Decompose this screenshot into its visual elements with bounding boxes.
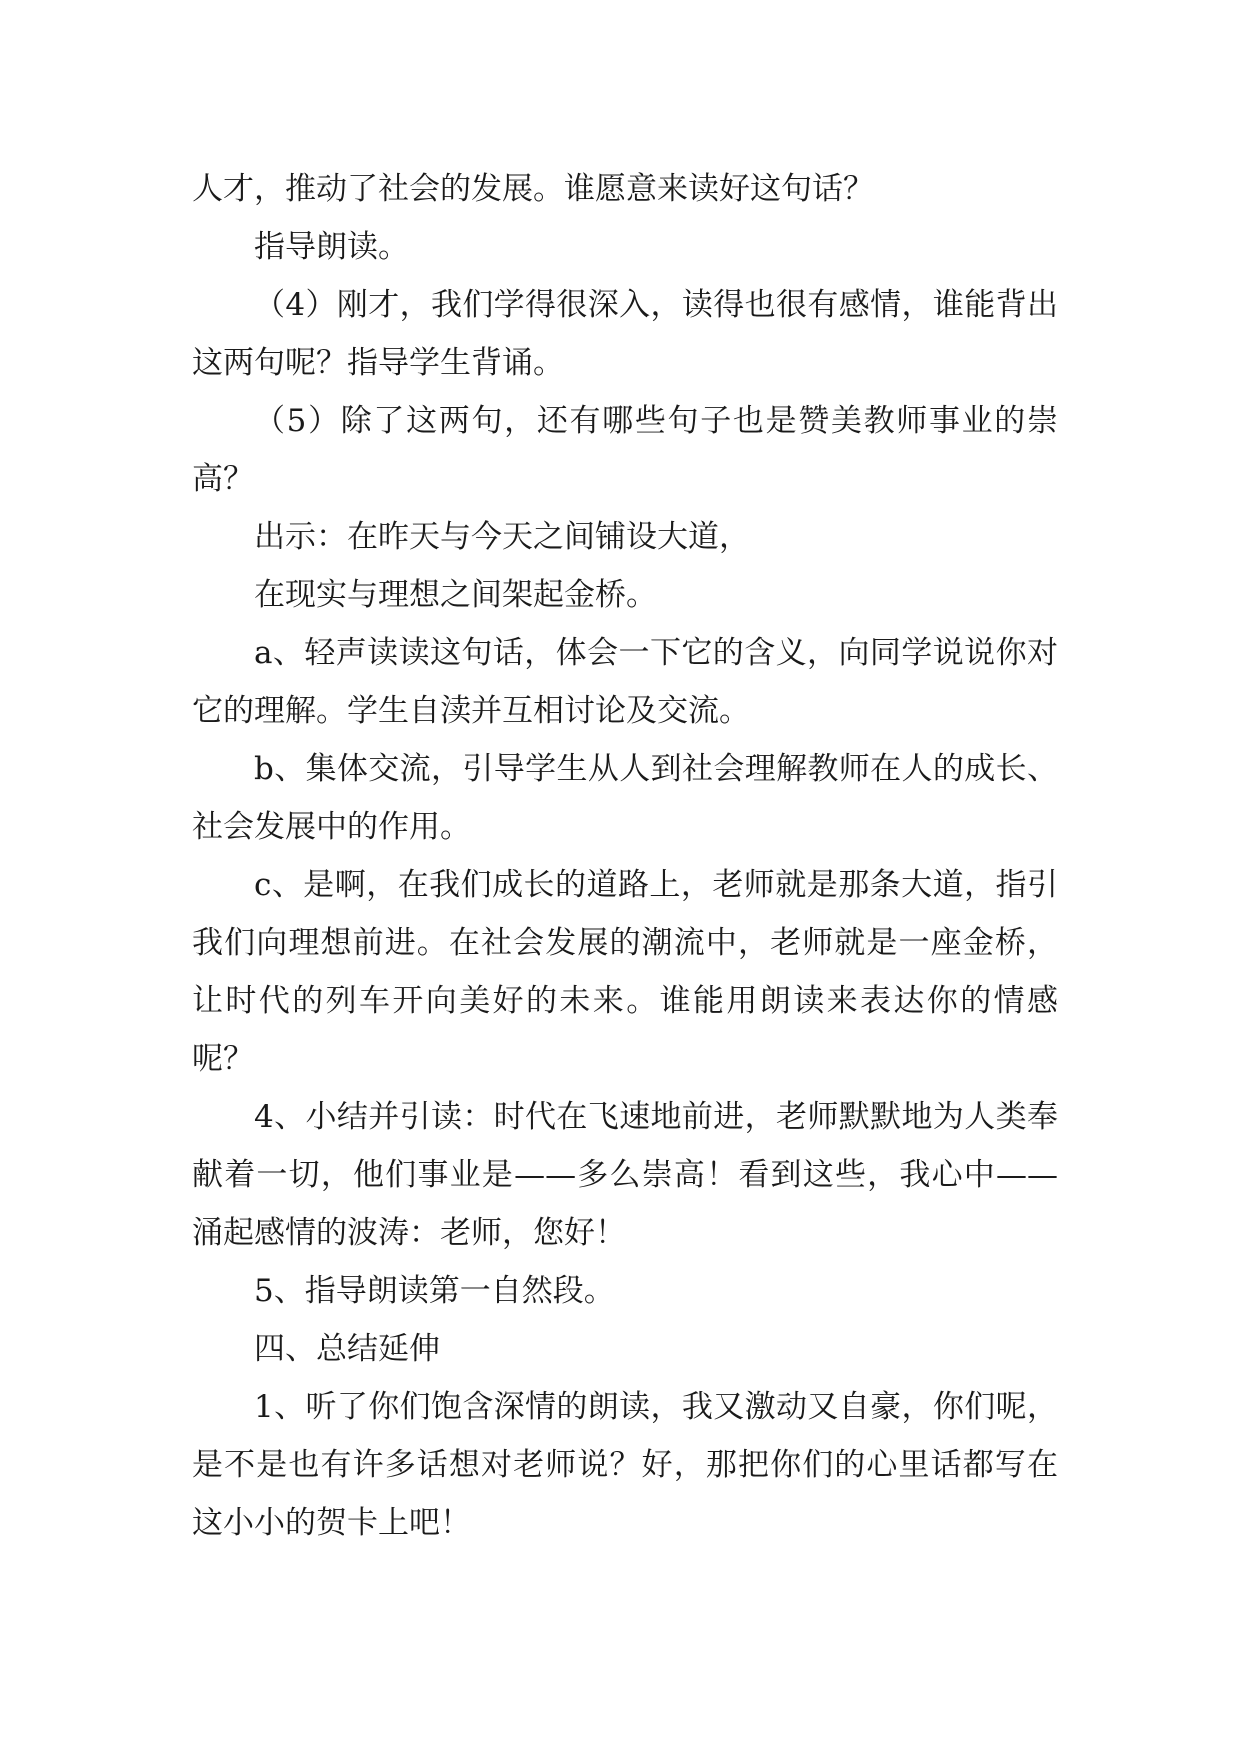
paragraph-step-5: （5）除了这两句，还有哪些句子也是赞美教师事业的崇高？ bbox=[192, 403, 1058, 497]
paragraph-guided-reading: 指导朗读。 bbox=[254, 229, 409, 265]
paragraph-item-a: a、轻声读读这句话，体会一下它的含义，向同学说说你对它的理解。学生自渎并互相讨论及交流。 bbox=[192, 635, 1058, 729]
paragraph-item-b: b、集体交流，引导学生从人到社会理解教师在人的成长、社会发展中的作用。 bbox=[192, 751, 1058, 845]
paragraph-show-line-2: 在现实与理想之间架起金桥。 bbox=[254, 577, 657, 613]
paragraph-summary-4: 4、小结并引读：时代在飞速地前进，老师默默地为人类奉献着一切，他们事业是——多么崇高！看到这些，我心中——涌起感情的波涛：老师，您好！ bbox=[192, 1099, 1058, 1251]
section-heading: 四、总结延伸 bbox=[254, 1331, 440, 1367]
paragraph-continuation: 人才，推动了社会的发展。谁愿意来读好这句话？ bbox=[192, 171, 874, 207]
paragraph-show-line-1: 出示：在昨天与今天之间铺设大道， bbox=[254, 519, 750, 555]
paragraph-step-4: （4）刚才，我们学得很深入，读得也很有感情，谁能背出这两句呢？指导学生背诵。 bbox=[192, 287, 1058, 381]
paragraph-summary-5: 5、指导朗读第一自然段。 bbox=[254, 1273, 615, 1309]
document-page bbox=[192, 160, 1058, 1552]
paragraph-extension-1: 1、听了你们饱含深情的朗读，我又激动又自豪，你们呢，是不是也有许多话想对老师说？好，那把你们的心里话都写在这小小的贺卡上吧！ bbox=[192, 1389, 1058, 1541]
paragraph-item-c: c、是啊，在我们成长的道路上，老师就是那条大道，指引我们向理想前进。在社会发展的潮流中，老师就是一座金桥，让时代的列车开向美好的未来。谁能用朗读来表达你的情感呢？ bbox=[192, 867, 1058, 1077]
